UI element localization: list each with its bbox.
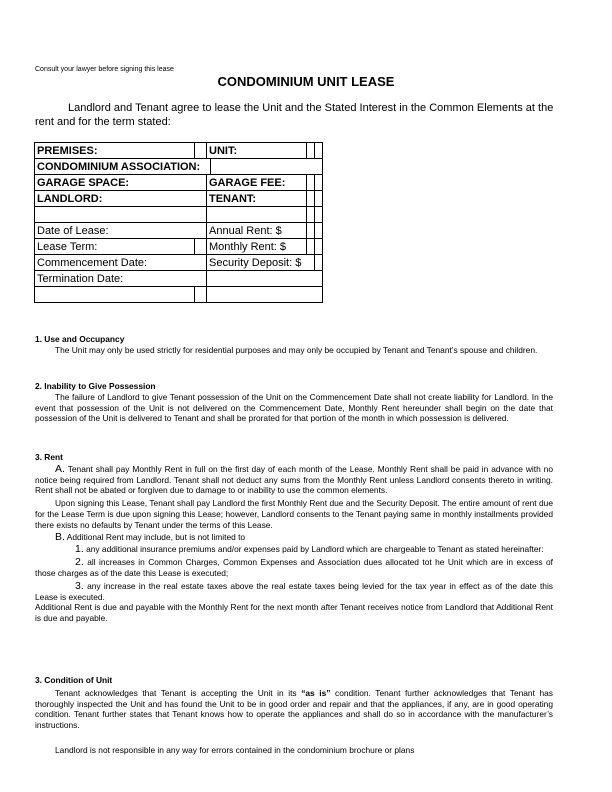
garage-fee-field-extra[interactable] xyxy=(315,175,323,191)
section-body: condition. Tenant further acknowledges that Tenant has thoroughly inspected the Unit and has found the Unit to be in good order and repair and that the appliances, if any, are in good operating condition. Tenant further states that Tenant knows how to operate the appliances and shall do so in accordance with the manufacturer’s instructions. xyxy=(35,687,553,731)
clause-letter: A. xyxy=(55,462,65,475)
item-body: all increases in Common Charges, Common Expenses and Association dues allocated tot he Unit which are in excess of those charges as of the date this Lease is executed; xyxy=(35,557,553,578)
section-condition xyxy=(35,675,553,756)
brochure-disclaimer: Landlord is not responsible in any way for errors contained in the condominium brochure or plans xyxy=(55,744,415,755)
termination-date-field[interactable] xyxy=(207,271,323,287)
premises-label: PREMISES: xyxy=(35,143,195,159)
tenant-name-field[interactable] xyxy=(207,207,307,223)
annual-rent-field-extra[interactable] xyxy=(315,223,323,239)
intro-paragraph: Landlord and Tenant agree to lease the Unit and the Stated Interest in the Common Elements at the rent and for the term stated: xyxy=(35,102,554,128)
section-rent xyxy=(35,452,553,624)
blank-cell[interactable] xyxy=(195,287,207,303)
lease-term-field[interactable] xyxy=(195,239,207,255)
blank-cell[interactable] xyxy=(307,207,315,223)
section-inability-possession xyxy=(35,381,553,424)
blank-cell[interactable] xyxy=(35,287,195,303)
lawyer-disclaimer: Consult your lawyer before signing this lease xyxy=(35,66,174,73)
date-of-lease-label: Date of Lease: xyxy=(35,223,207,239)
tenant-label: TENANT: xyxy=(207,191,307,207)
association-label: CONDOMINIUM ASSOCIATION: xyxy=(35,159,211,175)
association-field[interactable] xyxy=(211,159,323,175)
clause-body: Additional Rent may include, but is not limited to xyxy=(64,531,246,542)
landlord-label: LANDLORD: xyxy=(35,191,207,207)
monthly-rent-label: Monthly Rent: $ xyxy=(207,239,307,255)
section-use-occupancy xyxy=(35,334,553,356)
landlord-name-field[interactable] xyxy=(35,207,207,223)
security-deposit-field[interactable] xyxy=(315,255,323,271)
premises-field[interactable] xyxy=(195,143,207,159)
section-body: The failure of Landlord to give Tenant possession of the Unit on the Commencement Date shall not create liability for Landlord. In the event that possession of the Unit is not delivered on the Commencement Date, Monthly Rent hereunder shall begin on the date that possession of the Unit is delivered to Tenant and shall be prorated for that portion of the month in which possession is delivered. xyxy=(35,391,553,424)
tenant-field-extra[interactable] xyxy=(315,191,323,207)
section-heading: 2. Inability to Give Possession xyxy=(35,381,156,391)
lease-terms-table xyxy=(34,142,323,303)
monthly-rent-field[interactable] xyxy=(307,239,315,255)
section-heading: 1. Use and Occupancy xyxy=(35,334,125,344)
security-deposit-label: Security Deposit: $ xyxy=(207,255,315,271)
clause-body: Tenant shall pay Monthly Rent in full on the first day of each month of the Lease. Monthly Rent shall be paid in advance with no notice being required from Landlord. Tenant shall not deduct any sums from the Monthly Rent unless Landlord consents thereto in writing. Rent shall not be abated or forgiven due to damage to or inability to use the common elements. xyxy=(35,463,553,496)
document-title: CONDOMINIUM UNIT LEASE xyxy=(217,74,395,89)
unit-field-extra[interactable] xyxy=(315,143,323,159)
garage-fee-field[interactable] xyxy=(307,175,315,191)
commencement-date-label: Commencement Date: xyxy=(35,255,207,271)
item-number: 2. xyxy=(75,556,84,569)
section-heading: 3. Rent xyxy=(35,452,63,462)
annual-rent-field[interactable] xyxy=(307,223,315,239)
monthly-rent-field-extra[interactable] xyxy=(315,239,323,255)
section-body: The Unit may only be used strictly for residential purposes and may only be occupied by Tenant and Tenant’s spouse and children. xyxy=(55,344,538,355)
annual-rent-label: Annual Rent: $ xyxy=(207,223,307,239)
unit-field[interactable] xyxy=(307,143,315,159)
blank-cell[interactable] xyxy=(207,287,323,303)
garage-space-label: GARAGE SPACE: xyxy=(35,175,207,191)
unit-label: UNIT: xyxy=(207,143,307,159)
item-body: any additional insurance premiums and/or expenses paid by Landlord which are chargeable to Tenant as stated hereinafter: xyxy=(83,544,544,555)
section-heading: 3. Condition of Unit xyxy=(35,675,113,685)
lease-term-label: Lease Term: xyxy=(35,239,195,255)
clause-body: Upon signing this Lease, Tenant shall pay Landlord the first Monthly Rent due and the Security Deposit. The entire amount of rent due for the Lease Term is due upon signing this Lease; however, Landlord consents to the Tenant paying same in monthly installments provided there exists no defaults by Tenant under the terms of this Lease. xyxy=(35,498,553,530)
item-number: 1. xyxy=(75,543,84,556)
as-is-emphasis: “as is” xyxy=(301,687,331,698)
clause-letter: B. xyxy=(55,530,65,543)
item-body: any increase in the real estate taxes above the real estate taxes being levied for the tax year in effect as of the date this Lease is executed. xyxy=(35,580,553,602)
termination-date-label: Termination Date: xyxy=(35,271,207,287)
clause-body: Additional Rent is due and payable with the Monthly Rent for the next month after Tenant receives notice from Landlord that Additional Rent is due and payable. xyxy=(35,602,553,624)
section-body: Tenant acknowledges that Tenant is accepting the Unit in its xyxy=(55,687,302,698)
blank-cell[interactable] xyxy=(315,207,323,223)
item-number: 3. xyxy=(75,579,84,592)
garage-fee-label: GARAGE FEE: xyxy=(207,175,307,191)
tenant-field[interactable] xyxy=(307,191,315,207)
